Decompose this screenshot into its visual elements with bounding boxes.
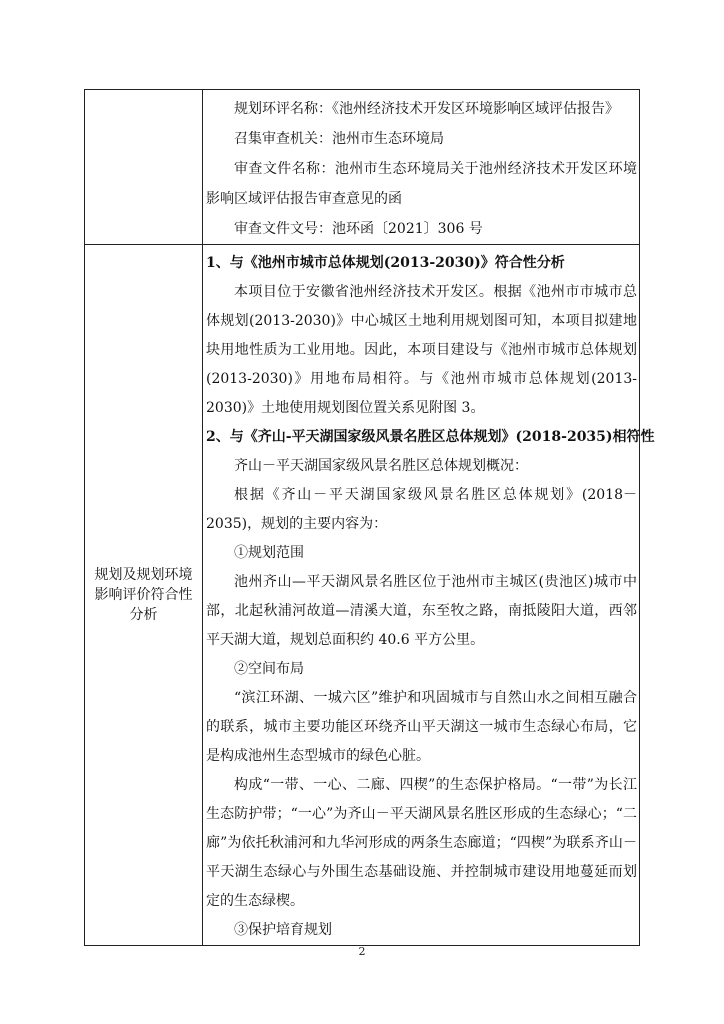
assessment-table <box>84 89 655 946</box>
review-authority: 召集审查机关：池州市生态环境局 <box>234 131 444 147</box>
subsection3-title: ③保护培育规划 <box>234 922 332 938</box>
page-number: 2 <box>358 945 366 958</box>
row1-content-cell <box>203 90 640 245</box>
review-document-name: 审查文件名称：池州市生态环境局关于池州经济技术开发区环境影响区域评估报告审查意见的函 <box>206 161 637 207</box>
section1-paragraph: 本项目位于安徽省池州经济技术开发区。根据《池州市市城市总体规划(2013-2030)》中心城区土地利用规划图可知，本项目拟建地块用地性质为工业用地。因此，本项目建设与《池州市城市总体规划(2013-2030)》用地布局相符。与《池州市城市总体规划(2013-2030)》土地使用规划图位置关系见附图 3。 <box>206 284 637 416</box>
subsection1-text: 池州齐山—平天湖风景名胜区位于池州市主城区(贵池区)城市中部，北起秋浦河故道—清溪大道，东至牧之路，南抵陵阳大道，西邻平天湖大道，规划总面积约 40.6 平方公里。 <box>206 574 637 648</box>
row-label-line: 规划及规划环境 <box>94 567 193 583</box>
subsection2-text1: “滨江环湖、一城六区”维护和巩固城市与自然山水之间相互融合的联系，城市主要功能区环绕齐山平天湖这一城市生态绿心布局，它是构成池州生态型城市的绿色心脏。 <box>206 690 637 764</box>
review-document-number: 审查文件文号：池环函〔2021〕306 号 <box>234 221 483 237</box>
subsection2-title: ②空间布局 <box>234 661 304 677</box>
section2-heading: 2、与《齐山-平天湖国家级风景名胜区总体规划》(2018-2035)相符性 <box>206 429 655 445</box>
table-row <box>85 245 640 946</box>
section1-heading: 1、与《池州市城市总体规划(2013-2030)》符合性分析 <box>206 255 565 271</box>
row2-label-cell <box>85 245 203 946</box>
section2-intro: 齐山－平天湖国家级风景名胜区总体规划概况： <box>234 458 528 474</box>
subsection1-title: ①规划范围 <box>234 545 304 561</box>
table-row <box>85 90 640 245</box>
row2-content-cell <box>203 245 655 946</box>
row-label-line: 影响评价符合性 <box>94 587 193 603</box>
subsection2-text2: 构成“一带、一心、二廊、四楔”的生态保护格局。“一带”为长江生态防护带；“一心”为齐山－平天湖风景名胜区形成的生态绿心；“二廊”为依托秋浦河和九华河形成的两条生态廊道；“四楔”为联系齐山－平天湖生态绿心与外围生态基础设施、并控制城市建设用地蔓延而划定的生态绿楔。 <box>206 777 637 909</box>
row-label-line: 分析 <box>129 607 158 623</box>
row1-label-cell <box>85 90 203 245</box>
section2-basis: 根据《齐山－平天湖国家级风景名胜区总体规划》(2018－2035)，规划的主要内容为： <box>206 487 637 532</box>
plan-eia-name: 规划环评名称：《池州经济技术开发区环境影响区域评估报告》 <box>234 101 619 117</box>
